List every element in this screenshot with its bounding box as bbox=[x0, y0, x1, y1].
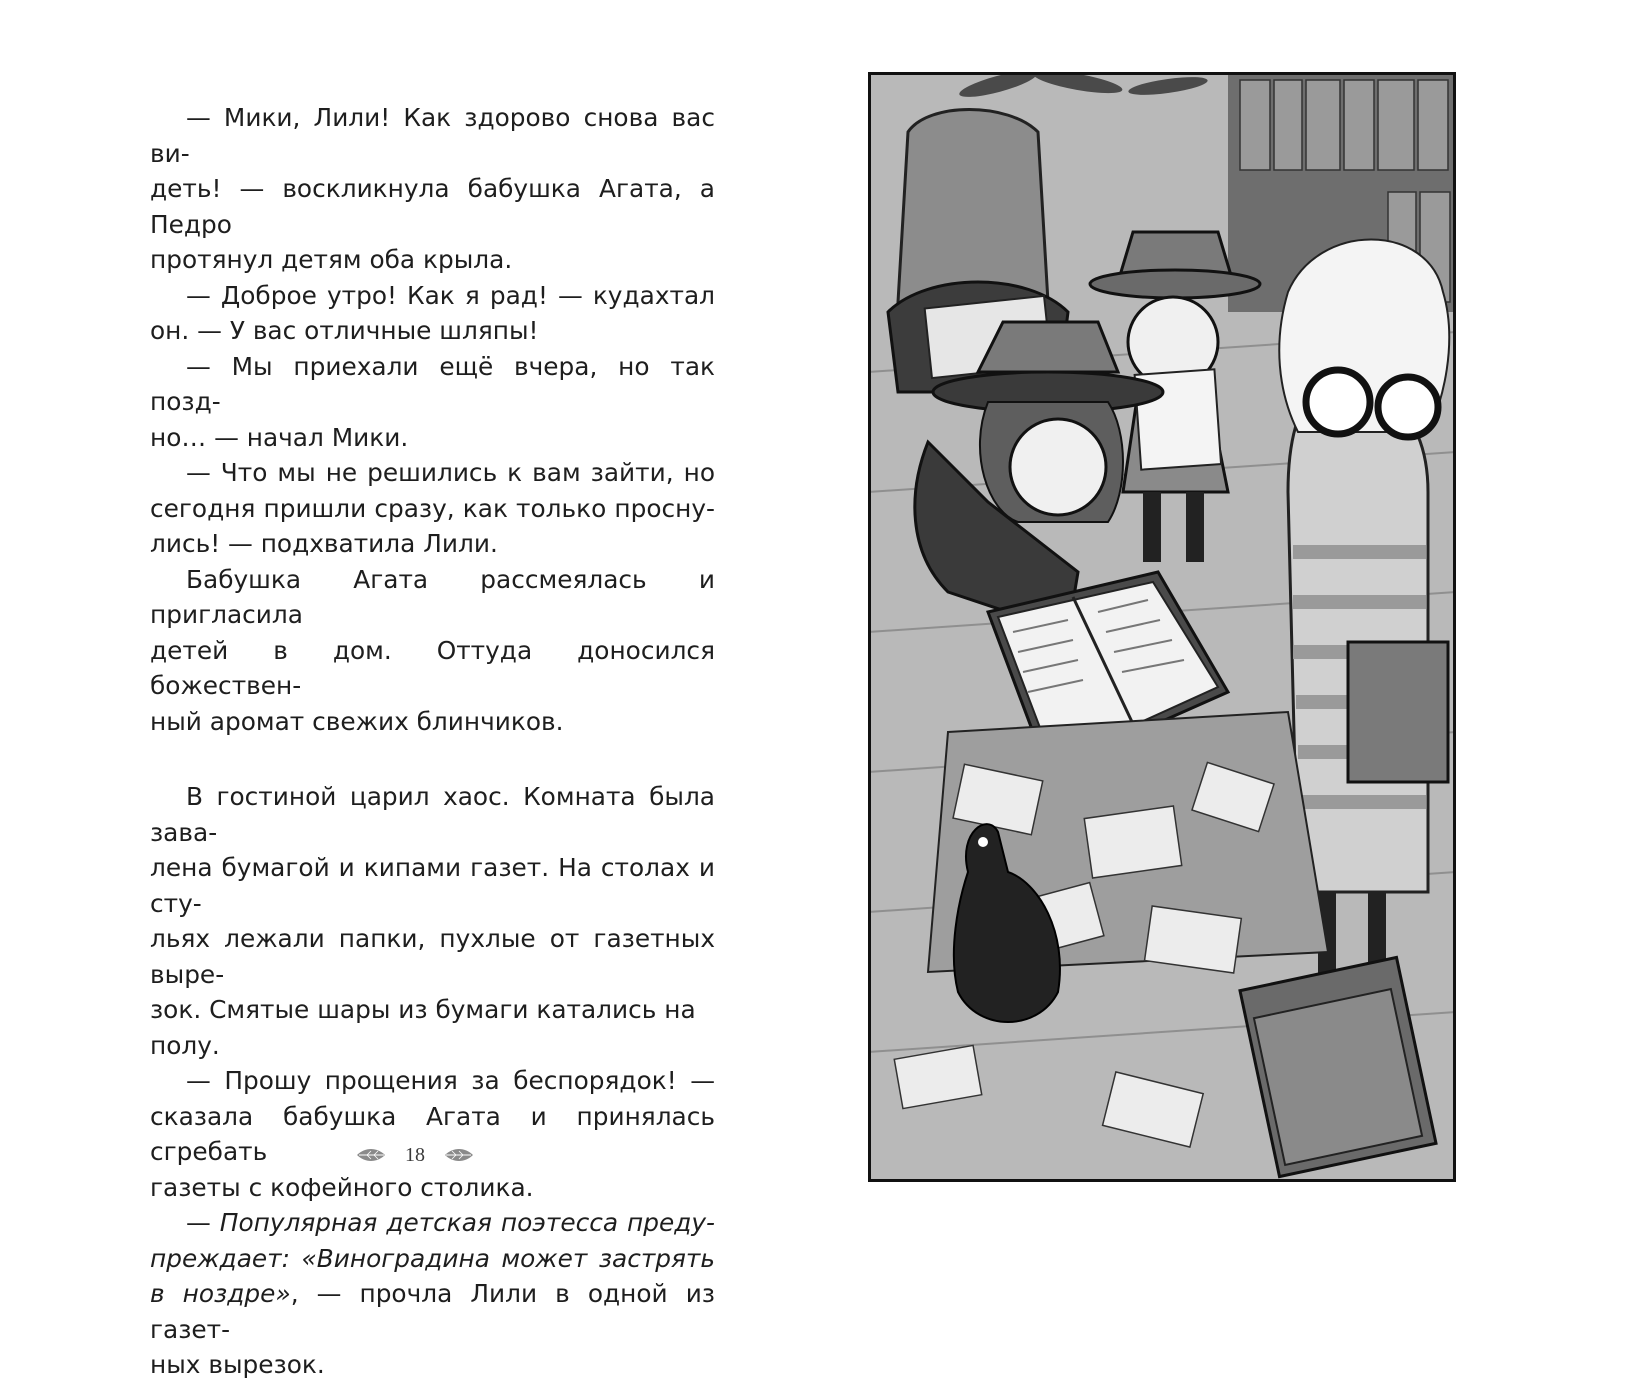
text-line: сегодня пришли сразу, как только просну- bbox=[150, 493, 715, 523]
italic-quote: Популярная детская поэтесса преду- bbox=[219, 1208, 715, 1237]
text-line: В гостиной царил хаос. Комната была зава- bbox=[150, 782, 715, 847]
text-line: Бабушка Агата рассмеялась и пригласила bbox=[150, 564, 715, 629]
text-line: ный аромат свежих блинчиков. bbox=[150, 706, 564, 736]
text-line: — Доброе утро! Как я рад! — кудахтал bbox=[186, 280, 715, 310]
text-line: детей в дом. Оттуда доносился божествен- bbox=[150, 635, 715, 700]
text-line bbox=[150, 1241, 715, 1277]
text-line bbox=[150, 1276, 715, 1347]
text-line: — Прошу прощения за беспорядок! — bbox=[186, 1066, 715, 1095]
text-line: деть! — воскликнула бабушка Агата, а Педро bbox=[150, 174, 715, 239]
text-line: зок. Смятые шары из бумаги катались на полу. bbox=[150, 995, 696, 1060]
girl-hat bbox=[978, 322, 1118, 372]
leaf-right-icon bbox=[443, 1145, 475, 1165]
dash: — bbox=[186, 1208, 220, 1237]
text-line: лена бумагой и кипами газет. На столах и сту- bbox=[150, 853, 715, 918]
text-line: он. — У вас отличные шляпы! bbox=[150, 316, 539, 345]
illustration bbox=[868, 72, 1456, 1182]
text-line: — Мы приехали ещё вчера, но так позд- bbox=[150, 351, 715, 416]
italic-quote: преждает: «Виноградина может застрять bbox=[150, 1243, 715, 1273]
text-line: — Мики, Лили! Как здорово снова вас ви- bbox=[150, 103, 715, 168]
text-line: сказала бабушка Агата и принялась сгребать bbox=[150, 1101, 715, 1166]
text-line: но… — начал Мики. bbox=[150, 422, 409, 452]
illustration-drawing bbox=[868, 72, 1456, 1182]
page-number-ornament bbox=[355, 1141, 475, 1169]
text-fragment: , — прочла Лили в одной из газет- bbox=[150, 1279, 715, 1344]
section-break bbox=[150, 739, 715, 779]
leaf-left-icon bbox=[355, 1145, 387, 1165]
glasses bbox=[1306, 370, 1370, 434]
text-line: льях лежали папки, пухлые от газетных выре- bbox=[150, 924, 715, 989]
text-line: протянул детям оба крыла. bbox=[150, 245, 513, 274]
text-line: ных вырезок. bbox=[150, 1350, 325, 1379]
left-page bbox=[0, 0, 815, 1379]
text-line bbox=[150, 1205, 715, 1241]
page-number: 18 bbox=[405, 1143, 425, 1166]
text-line: лись! — подхватила Лили. bbox=[150, 529, 498, 558]
girl-face bbox=[1010, 419, 1106, 515]
text-line: — Что мы не решились к вам зайти, но bbox=[186, 458, 715, 487]
woman-figure bbox=[1288, 386, 1428, 892]
italic-quote: в ноздре» bbox=[150, 1279, 291, 1308]
text-line: газеты с кофейного столика. bbox=[150, 1172, 534, 1202]
story-text bbox=[150, 100, 715, 1383]
